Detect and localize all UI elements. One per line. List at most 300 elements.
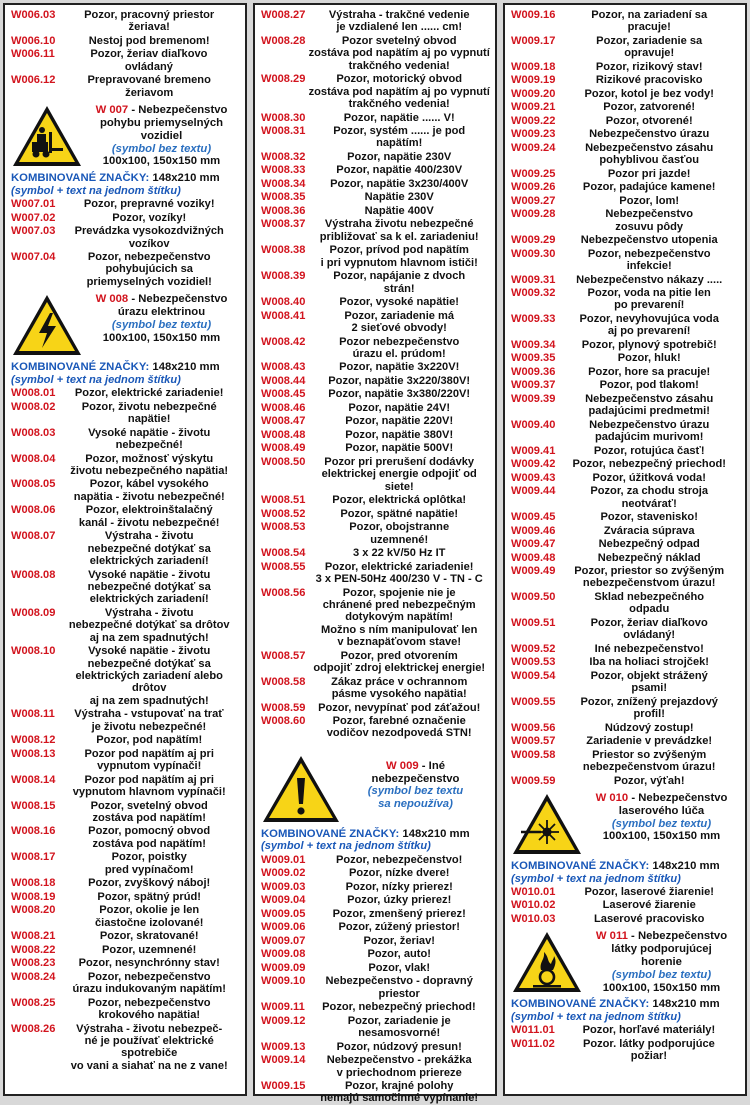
sign-entry xyxy=(511,168,740,180)
sign-code: W008.57 xyxy=(261,649,306,662)
sign-text: Pozor, svetelný obvod zostáva pod napätím! xyxy=(90,799,208,824)
sign-code: W008.17 xyxy=(11,851,56,864)
sign-title: - Nebezpečenstvo úrazu elektrinou xyxy=(117,293,228,319)
sign-code: W008.39 xyxy=(261,270,306,283)
sign-code: W008.04 xyxy=(11,452,56,465)
sign-text: Pozor pod napätím aj pri vypnutom hlavnom vypínači! xyxy=(72,773,226,799)
sign-text: Nebezpečný odpad xyxy=(598,538,700,551)
sign-code: W009.40 xyxy=(511,418,556,431)
sign-code: W009.57 xyxy=(511,735,556,748)
sign-entry xyxy=(261,561,490,586)
sign-code: W008.37 xyxy=(261,218,306,231)
sign-entry xyxy=(261,1001,490,1013)
sign-entry xyxy=(511,511,740,523)
sign-list xyxy=(261,854,490,1105)
sign-entry xyxy=(11,225,240,250)
sign-text: Nebezpečenstvo - prekážka v priechodnom priereze xyxy=(326,1054,472,1079)
sign-entry xyxy=(261,336,490,361)
sign-entry xyxy=(511,485,740,510)
sign-text: Napätie 230V xyxy=(364,191,434,204)
sign-title: - Nebezpečenstvo laserového lúča xyxy=(618,791,728,817)
sign-entry xyxy=(11,251,240,288)
sign-code: W008.49 xyxy=(261,442,306,455)
sign-code: W009.55 xyxy=(511,695,556,708)
sign-entry xyxy=(11,957,240,969)
sign-code: W009.08 xyxy=(261,948,306,961)
sign-entry xyxy=(261,361,490,373)
sign-entry xyxy=(511,128,740,140)
sign-code: W009.06 xyxy=(261,921,306,934)
sign-text: Pozor, napätie 230V xyxy=(347,150,452,163)
sign-text: Pozor, zúžený priestor! xyxy=(338,921,460,934)
sign-text: Pozor, plynový spotrebič! xyxy=(581,338,717,351)
sign-entry xyxy=(11,645,240,707)
sign-entry xyxy=(261,650,490,675)
column-2 xyxy=(253,3,497,1105)
sign-entry xyxy=(261,908,490,920)
sign-text: Nebezpečenstvo úrazu padajúcim murivom! xyxy=(589,418,710,444)
sign-text: Nebezpečný náklad xyxy=(597,551,701,564)
sign-code: W008.14 xyxy=(11,773,56,786)
sign-entry xyxy=(11,930,240,942)
sign-text: Pozor, objekt strážený psami! xyxy=(590,669,708,695)
sign-code: W009.28 xyxy=(511,208,556,221)
sign-text: Pozor, na zariadení sa pracuje! xyxy=(591,9,708,34)
sign-text: Zariadenie v prevádzke! xyxy=(586,735,713,748)
sign-code: W009.42 xyxy=(511,458,556,471)
electric-hazard-icon xyxy=(11,293,83,357)
sign-code: W007.03 xyxy=(11,225,56,238)
sign-text: Pozor, pred otvorením odpojiť zdroj elektrickej energie! xyxy=(313,649,486,675)
sign-entry xyxy=(261,1015,490,1040)
sign-entry xyxy=(261,9,490,34)
sign-code: W008.08 xyxy=(11,568,56,581)
sign-entry xyxy=(261,1054,490,1079)
sign-entry xyxy=(511,696,740,721)
sign-entry xyxy=(11,708,240,733)
sign-text: Pozor, nízky prierez! xyxy=(345,880,453,893)
sign-text: Pozor, zariadenie má 2 sieťové obvody! xyxy=(344,309,455,335)
sign-text: Pozor, pod tlakom! xyxy=(599,379,699,392)
sign-entry xyxy=(261,521,490,546)
sign-text: Pozor, elektrické zariadenie! 3 x PEN-50Hz 400/230 V - TN - C xyxy=(315,560,483,586)
sign-text: Pozor, napätie 3x230/400V xyxy=(330,177,469,190)
sign-code: W008.30 xyxy=(261,111,306,124)
sign-code: W008.26 xyxy=(11,1022,56,1035)
sign-text: Pozor, zatvorené! xyxy=(603,101,696,114)
sign-text: Pozor, žeriav! xyxy=(363,934,435,947)
sign-text: Pozor, za chodu stroja neotvárať! xyxy=(590,485,709,510)
sign-code: W008.50 xyxy=(261,455,306,468)
sign-text: Pozor, elektrické zariadenie! xyxy=(74,387,224,400)
sign-entry xyxy=(261,178,490,190)
sign-text: Pozor, napätie 3x220V! xyxy=(339,361,460,374)
sign-code: W009.16 xyxy=(511,9,556,21)
sign-code: W009.49 xyxy=(511,565,556,578)
sign-text: Pozor, horľavé materiály! xyxy=(582,1024,716,1037)
sign-text: Pozor, napätie 3x380/220V! xyxy=(328,388,471,401)
forklift-warning-icon xyxy=(11,104,83,168)
sign-code: W 008 xyxy=(95,293,129,306)
sign-text: Výstraha - vstupovať na trať je životu nebezpečné! xyxy=(74,708,224,733)
sign-entry xyxy=(511,393,740,418)
sign-entry xyxy=(11,504,240,529)
sign-text: Nebezpečenstvo - dopravný priestor xyxy=(325,975,473,1000)
sign-entry xyxy=(11,877,240,889)
sign-code: W008.28 xyxy=(261,34,306,47)
sign-block-w007 xyxy=(11,104,240,168)
sign-text: Výstraha životu nebezpečné približovať sa k el. zariadeniu! xyxy=(319,218,479,243)
sign-text: Pozor, výťah! xyxy=(613,774,685,787)
sign-text: Pozor, vysoké napätie! xyxy=(339,296,460,309)
sign-entry xyxy=(261,205,490,217)
sign-entry xyxy=(511,287,740,312)
sign-code: W009.25 xyxy=(511,167,556,180)
sign-text: Pozor, zariadenie je nesamosvorné! xyxy=(347,1014,451,1040)
sign-text: Pozor, zvyškový náboj! xyxy=(88,877,211,890)
sign-text: Pozor pod napätím aj pri vypnutom vypínači! xyxy=(84,747,214,773)
sign-code: W008.56 xyxy=(261,586,306,599)
sign-entry xyxy=(511,445,740,457)
sign-entry xyxy=(261,218,490,243)
sign-code: W009.52 xyxy=(511,642,556,655)
sign-entry xyxy=(511,352,740,364)
sign-code: W008.38 xyxy=(261,244,306,257)
sign-text: Pozor, napätie 220V! xyxy=(345,415,454,428)
sign-entry xyxy=(11,74,240,99)
sign-entry xyxy=(511,886,740,898)
sign-entry xyxy=(11,48,240,73)
sign-code: W008.34 xyxy=(261,177,306,190)
sign-code: W008.20 xyxy=(11,904,56,917)
sign-text: Pozor pri prerušení dodávky elektrickej energie odpojiť od siete! xyxy=(321,455,477,493)
symbol-note: (symbol bez textu) xyxy=(611,817,712,830)
symbol-note: (symbol bez textu) xyxy=(111,142,212,155)
sign-text: Sklad nebezpečného odpadu xyxy=(594,590,705,616)
sign-code: W009.47 xyxy=(511,538,556,551)
laser-warning-icon xyxy=(511,792,583,856)
sign-text: Núdzový zostup! xyxy=(604,721,694,734)
sign-entry xyxy=(261,1041,490,1053)
sign-code: W008.55 xyxy=(261,560,306,573)
sign-code: W009.34 xyxy=(511,338,556,351)
sign-entry xyxy=(11,748,240,773)
sign-code: W009.05 xyxy=(261,907,306,920)
sign-text: Pozor, žeriav diaľkovo ovládaný! xyxy=(590,616,708,642)
sign-code: W009.32 xyxy=(511,287,556,300)
sign-entry xyxy=(511,749,740,774)
sign-code: W009.10 xyxy=(261,975,306,988)
sign-entry xyxy=(511,1038,740,1063)
sign-code: W008.03 xyxy=(11,426,56,439)
sign-code: W008.27 xyxy=(261,9,306,21)
sign-entry xyxy=(11,1023,240,1073)
sign-code: W009.54 xyxy=(511,669,556,682)
sign-code: W009.36 xyxy=(511,365,556,378)
sign-code: W009.44 xyxy=(511,485,556,498)
sign-sizes: 100x100, 150x150 mm xyxy=(602,830,721,843)
sign-text: Zváracia súprava xyxy=(603,524,695,537)
sign-sizes: 100x100, 150x150 mm xyxy=(102,331,221,344)
sign-entry xyxy=(261,962,490,974)
sign-code: W006.11 xyxy=(11,48,55,61)
sign-entry xyxy=(511,617,740,642)
sign-block-w010 xyxy=(511,792,740,856)
sign-entry xyxy=(11,427,240,452)
sign-text: Pozor, rotujúca časť! xyxy=(593,444,705,457)
sign-entry xyxy=(511,234,740,246)
sign-text: Vysoké napätie - životu nebezpečné! xyxy=(88,426,211,452)
sign-text: Pozor, padajúce kamene! xyxy=(582,181,716,194)
sign-sizes: 100x100, 150x150 mm xyxy=(602,981,721,994)
sign-text: Pozor, napájanie z dvoch strán! xyxy=(333,270,466,295)
sign-text: Pozor, rizikový stav! xyxy=(595,60,703,73)
sign-code: W009.20 xyxy=(511,87,556,100)
sign-entry xyxy=(261,270,490,295)
sign-text: Pozor, nebezpečný priechod! xyxy=(572,458,726,471)
sign-code: W009.43 xyxy=(511,471,556,484)
sign-entry xyxy=(11,904,240,929)
sign-code: W008.22 xyxy=(11,943,56,956)
sign-text: Pozor, znížený prejazdový profil! xyxy=(580,695,718,721)
sign-title: - Nebezpečenstvo pohybu priemyselných vozidiel xyxy=(99,104,228,142)
sign-code: W008.33 xyxy=(261,164,306,177)
sign-text: Zákaz práce v ochrannom pásme vysokého napätia! xyxy=(331,675,468,701)
sign-text: Pozor, napätie 3x220/380V! xyxy=(328,374,471,387)
combined-signs-header: KOMBINOVANÉ ZNAČKY: 148x210 mm xyxy=(261,827,470,840)
sign-entry xyxy=(261,975,490,1000)
combined-signs-header: KOMBINOVANÉ ZNAČKY: 148x210 mm xyxy=(11,172,220,185)
sign-text: Pozor, hore sa pracuje! xyxy=(588,365,711,378)
sign-entry xyxy=(11,891,240,903)
sign-code: W009.35 xyxy=(511,352,556,365)
sign-entry xyxy=(261,296,490,308)
sign-text: Pozor, napätie 24V! xyxy=(348,401,451,414)
combined-signs-header: KOMBINOVANÉ ZNAČKY: 148x210 mm xyxy=(511,998,720,1011)
sign-entry xyxy=(11,971,240,996)
sign-entry xyxy=(261,935,490,947)
sign-code: W010.02 xyxy=(511,899,556,912)
sign-entry xyxy=(511,538,740,550)
sign-code: W008.40 xyxy=(261,296,306,309)
sign-text: Pozor, prepravné voziky! xyxy=(83,198,215,211)
sign-text: Vysoké napätie - životu nebezpečné dotýkať sa elektrických zariadení! xyxy=(87,568,211,606)
sign-code: W009.22 xyxy=(511,114,556,127)
sign-code: W008.58 xyxy=(261,675,306,688)
sign-entry xyxy=(11,825,240,850)
sign-text: Napätie 400V xyxy=(364,204,434,217)
sign-text: Pozor, kotol je bez vody! xyxy=(584,87,714,100)
sign-entry xyxy=(511,656,740,668)
sign-title: - Iné nebezpečenstvo xyxy=(371,759,460,785)
sign-text: Pozor, pod napätím! xyxy=(96,734,203,747)
sign-code: W008.53 xyxy=(261,521,306,534)
sign-code: W 010 xyxy=(595,791,629,804)
sign-text: Pozor, nebezpečenstvo! xyxy=(336,853,463,866)
oxidizer-warning-icon xyxy=(511,930,583,994)
sign-text: Pozor, skratované! xyxy=(99,930,199,943)
sign-entry xyxy=(261,442,490,454)
sign-entry xyxy=(11,734,240,746)
sign-text: Prevádzka vysokozdvižných vozíkov xyxy=(74,225,224,250)
sign-code: W008.32 xyxy=(261,150,306,163)
sign-code: W008.10 xyxy=(11,645,56,658)
sign-entry xyxy=(511,458,740,470)
sign-text: Pozor, hluk! xyxy=(617,352,681,365)
sign-text: Rizikové pracovisko xyxy=(595,74,703,87)
sign-text: Priestor so zvýšeným nebezpečenstvom úrazu! xyxy=(582,748,716,773)
sign-code: W008.46 xyxy=(261,401,306,414)
sign-entry xyxy=(261,948,490,960)
sign-entry xyxy=(261,587,490,649)
symbol-note: (symbol bez textu) xyxy=(111,318,212,331)
sign-text: Pozor, napätie ...... V! xyxy=(343,111,455,124)
sign-code: W008.23 xyxy=(11,957,56,970)
sign-code: W009.46 xyxy=(511,524,556,537)
sign-code: W006.10 xyxy=(11,34,56,47)
sign-code: W009.21 xyxy=(511,101,556,114)
sign-code: W009.29 xyxy=(511,234,556,247)
sign-code: W008.35 xyxy=(261,191,306,204)
combined-signs-sub: (symbol + text na jednom štítku) xyxy=(11,373,181,386)
sign-entry xyxy=(261,494,490,506)
sign-text: Pozor, elektrická oplôtka! xyxy=(332,494,467,507)
sign-entry xyxy=(511,101,740,113)
sign-code: W011.01 xyxy=(511,1024,555,1037)
sign-text: Pozor, nebezpečenstvo pohybujúcich sa priemyselných vozidiel! xyxy=(86,251,212,288)
sign-code: W009.12 xyxy=(261,1014,306,1027)
sign-code: W008.29 xyxy=(261,73,306,86)
sign-text: Pozor, otvorené! xyxy=(605,114,693,127)
column-1 xyxy=(3,3,247,1096)
sign-entry xyxy=(11,212,240,224)
sign-entry xyxy=(261,164,490,176)
sign-code: W008.18 xyxy=(11,877,56,890)
sign-text: Pozor, krajné polohy nemajú samočinné vypínanie! xyxy=(320,1080,479,1105)
sign-text: Pozor, núdzový presun! xyxy=(336,1040,462,1053)
sign-text: Výstraha - trakčné vedenie je vzdialené len ...... cm! xyxy=(328,9,470,34)
sign-text: Iné nebezpečenstvo! xyxy=(594,642,704,655)
sign-text: Pozor, voda na pitie len po prevarení! xyxy=(587,287,711,312)
sign-entry xyxy=(511,525,740,537)
sign-text: Nestoj pod bremenom! xyxy=(88,34,210,47)
sign-text: Pozor, spätné napätie! xyxy=(340,507,459,520)
sign-text: Pozor, zariadenie sa opravuje! xyxy=(596,34,703,60)
sign-entry xyxy=(261,402,490,414)
sign-code: W009.02 xyxy=(261,867,306,880)
combined-signs-header: KOMBINOVANÉ ZNAČKY: 148x210 mm xyxy=(511,859,720,872)
symbol-note: (symbol bez textu) xyxy=(611,968,712,981)
sign-entry xyxy=(511,591,740,616)
combined-signs-sub: (symbol + text na jednom štítku) xyxy=(511,1010,681,1023)
sign-code: W 009 xyxy=(385,759,419,772)
sign-code: W008.45 xyxy=(261,388,306,401)
sign-text: Pozor, nebezpečný priechod! xyxy=(322,1001,476,1014)
sign-text: Pozor, obojstranne uzemnené! xyxy=(349,521,450,546)
sign-code: W008.48 xyxy=(261,428,306,441)
sign-text: Pozor, laserové žiarenie! xyxy=(584,885,714,898)
sign-code: W 011 xyxy=(595,930,628,943)
sign-entry xyxy=(261,151,490,163)
sign-entry xyxy=(261,854,490,866)
sign-text: 3 x 22 kV/50 Hz IT xyxy=(352,547,446,560)
sign-text: Pozor, nízke dvere! xyxy=(348,867,450,880)
sign-code: W009.51 xyxy=(511,616,556,629)
sign-entry xyxy=(511,74,740,86)
sign-text: Nebezpečenstvo zásahu padajúcimi predmetmi! xyxy=(585,392,714,418)
combined-signs-sub: (symbol + text na jednom štítku) xyxy=(11,184,181,197)
sign-code: W009.50 xyxy=(511,590,556,603)
sign-entry xyxy=(11,530,240,567)
sign-code: W008.02 xyxy=(11,400,56,413)
sign-code: W008.19 xyxy=(11,890,56,903)
sign-text: Pozor, možnosť výskytu životu nebezpečného napätia! xyxy=(70,452,229,477)
sign-code: W008.44 xyxy=(261,374,306,387)
sign-entry xyxy=(261,415,490,427)
sign-text: Laserové pracovisko xyxy=(594,912,705,925)
sign-text: Pozor, životu nebezpečné napätie! xyxy=(81,400,217,426)
sign-entry xyxy=(11,800,240,825)
sign-code: W009.41 xyxy=(511,444,556,457)
sign-code: W008.54 xyxy=(261,547,306,560)
sign-entry xyxy=(261,508,490,520)
combined-signs-sub: (symbol + text na jednom štítku) xyxy=(511,872,681,885)
sign-entry xyxy=(11,478,240,503)
sign-sizes: 100x100, 150x150 mm xyxy=(102,155,221,168)
sign-text: Pozor, napätie 380V! xyxy=(345,428,454,441)
sign-entry xyxy=(511,274,740,286)
sign-list xyxy=(11,9,240,99)
sign-code: W009.37 xyxy=(511,379,556,392)
sign-entry xyxy=(511,181,740,193)
sign-text: Pozor, nebezpečenstvo infekcie! xyxy=(587,247,711,273)
sign-code: W009.31 xyxy=(511,273,556,286)
sign-text: Pozor, spätný prúd! xyxy=(97,890,201,903)
sign-entry xyxy=(261,702,490,714)
sign-code: W009.17 xyxy=(511,34,556,47)
sign-entry xyxy=(261,715,490,740)
sign-text: Pozor, nebezpečenstvo krokového napätia! xyxy=(87,996,211,1021)
sign-entry xyxy=(511,913,740,925)
sign-text: Pozor, napätie 500V! xyxy=(345,442,454,455)
sign-entry xyxy=(11,9,240,34)
sign-entry xyxy=(261,867,490,879)
sign-entry xyxy=(511,339,740,351)
sign-text: Pozor, stavenisko! xyxy=(600,511,698,524)
sign-list xyxy=(511,886,740,925)
sign-text: Pozor, nevypínať pod záťažou! xyxy=(318,701,481,714)
sign-code: W 007 xyxy=(95,104,129,117)
sign-text: Pozor, žeriav diaľkovo ovládaný xyxy=(90,48,208,73)
sign-text: Prepravované bremeno žeriavom xyxy=(87,74,211,99)
sign-code: W009.18 xyxy=(511,60,556,73)
sign-text: Pozor, prívod pod napätím i pri vypnutom hlavnom ističi! xyxy=(320,244,478,269)
sign-code: W009.04 xyxy=(261,894,306,907)
sign-entry xyxy=(511,643,740,655)
sign-text: Nebezpečenstvo zosuvu pôdy xyxy=(605,208,693,233)
sign-text: Pozor, úzky prierez! xyxy=(347,894,452,907)
sign-entry xyxy=(511,565,740,590)
sign-code: W008.06 xyxy=(11,504,56,517)
sign-text: Pozor, napätie 400/230V xyxy=(336,164,463,177)
sign-code: W010.03 xyxy=(511,912,556,925)
sign-text: Pozor, nebezpečenstvo úrazu indukovaným napätím! xyxy=(72,970,226,996)
sign-text: Pozor, farebné označenie vodičov nezodpovedá STN! xyxy=(326,715,472,740)
sign-text: Pozor, vlak! xyxy=(368,961,431,974)
sign-code: W008.15 xyxy=(11,799,56,812)
sign-text: Výstraha - životu nebezpeč- né je používať elektrické spotrebiče vo vani a siahať na ne z vane! xyxy=(70,1022,228,1072)
sign-list xyxy=(511,1024,740,1062)
